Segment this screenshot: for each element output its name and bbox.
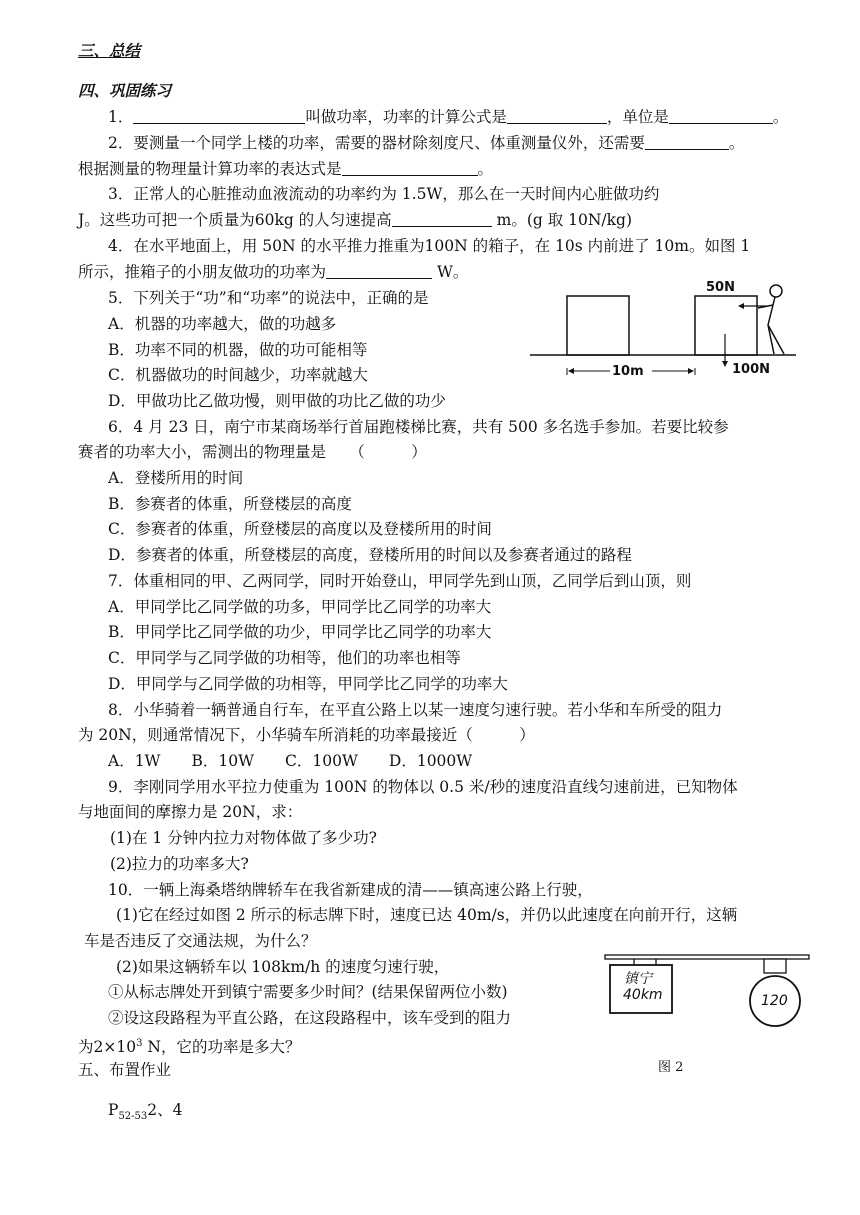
q2-blank-1[interactable] (645, 133, 729, 150)
q4-blank[interactable] (326, 262, 432, 279)
q4-text-b: W。 (436, 263, 469, 281)
section-practice-heading: 四、巩固练习 (78, 81, 172, 100)
speed-sign-hanger (764, 959, 786, 973)
q2-text-b: 。 (728, 134, 745, 152)
q6-option-a: A．登楼所用的时间 (108, 469, 244, 487)
box-end (695, 296, 757, 355)
q10-text-power: N，它的功率是多大？ (142, 1038, 301, 1057)
question-10-line-1: 10．一辆上海桑塔纳牌轿车在我省新建成的清——镇高速公路上行驶， (108, 881, 593, 899)
q10-calc-3 (78, 1033, 300, 1058)
fig1-force-label: 50N (706, 280, 735, 295)
q5-option-b: B．功率不同的机器，做的功可能相等 (108, 341, 368, 359)
q8-options: A．1W B．10W C．100W D．1000W (108, 752, 473, 770)
homework-page-range: 52-53 (118, 1111, 148, 1123)
q1-text-a: 叫做功率，功率的计算公式是 (305, 108, 507, 126)
q1-number: 1． (108, 108, 134, 126)
q7-option-b: B．甲同学比乙同学做的功少，甲同学比乙同学的功率大 (108, 623, 492, 641)
q10-sub-1-line-2: 车是否违反了交通法规，为什么？ (84, 932, 317, 950)
q7-option-a: A．甲同学比乙同学做的功多，甲同学比乙同学的功率大 (108, 598, 492, 616)
question-9-line-2: 与地面间的摩擦力是 20N，求： (78, 803, 303, 821)
q3-text-a: J。这些功可把一个质量为60kg 的人匀速提高 (78, 211, 392, 229)
q10-force-exponent: 3 (136, 1038, 143, 1049)
question-1 (108, 106, 788, 128)
fig1-distance-label: 10m (612, 364, 644, 379)
question-4-line-2 (78, 261, 468, 283)
q9-sub-2: (2)拉力的功率多大? (110, 855, 249, 873)
q7-option-c: C．甲同学与乙同学做的功相等，他们的功率也相等 (108, 649, 461, 667)
q1-blank-2[interactable] (507, 107, 607, 124)
question-4-line-1: 4．在水平地面上，用 50N 的水平推力推重为100N 的箱子，在 10s 内前进了 10m。如图 1 (108, 237, 751, 255)
q2-text-c: 根据测量的物理量计算功率的表达式是 (78, 160, 342, 178)
homework-page-prefix: P (108, 1101, 119, 1119)
q2-blank-2[interactable] (342, 159, 478, 176)
force-arrowhead (738, 303, 744, 309)
q2-text-a: 2．要测量一个同学上楼的功率，需要的器材除刻度尺、体重测量仪外，还需要 (108, 134, 645, 152)
question-9-line-1: 9．李刚同学用水平拉力使重为 100N 的物体以 0.5 米/秒的速度沿直线匀速前进，已知物体 (108, 778, 738, 796)
q1-blank-3[interactable] (669, 107, 773, 124)
q1-blank-1[interactable] (133, 107, 305, 124)
section-homework-heading: 五、布置作业 (78, 1061, 172, 1079)
homework-items: 2、4 (147, 1101, 183, 1119)
q6-option-d: D．参赛者的体重，所登楼层的高度，登楼所用的时间以及参赛者通过的路程 (108, 546, 632, 564)
q5-option-a: A．机器的功率越大，做的功越多 (108, 315, 337, 333)
dist-arrowhead-left (568, 368, 574, 374)
q10-sub-1-line-1: (1)它在经过如图 2 所示的标志牌下时，速度已达 40m/s，并仍以此速度在向前开行，这辆 (116, 906, 738, 924)
q3-text-b: m。(g 取 10N/kg) (496, 211, 633, 229)
q9-sub-1: (1)在 1 分钟内拉力对物体做了多少功? (110, 829, 377, 847)
dist-arrowhead-right (688, 368, 694, 374)
fig1-weight-label: 100N (732, 362, 771, 377)
child-pushing-figure (758, 285, 784, 354)
fig2-speed-limit-label: 120 (761, 993, 788, 1009)
question-6-line-2: 赛者的功率大小，需测出的物理量是 （ ） (78, 443, 427, 461)
q10-force-base: 2×10 (93, 1038, 137, 1057)
question-7-stem: 7．体重相同的甲、乙两同学，同时开始登山，甲同学先到山顶，乙同学后到山顶，则 (108, 572, 692, 590)
question-2-line-1 (108, 132, 744, 154)
q10-text-for: 为 (78, 1038, 94, 1057)
question-8-line-2: 为 20N，则通常情况下，小华骑车所消耗的功率最接近（ ） (78, 726, 535, 744)
question-3-line-1: 3．正常人的心脏推动血液流动的功率约为 1.5W，那么在一天时间内心脏做功约 (108, 185, 660, 203)
q4-text-a: 所示，推箱子的小朋友做功的功率为 (78, 263, 327, 281)
q5-option-d: D．甲做功比乙做功慢，则甲做的功比乙做的功少 (108, 392, 446, 410)
box-start (567, 296, 629, 355)
fig2-town-label: 镇宁 (624, 971, 652, 987)
q6-option-c: C．参赛者的体重，所登楼层的高度以及登楼所用的时间 (108, 520, 492, 538)
question-6-line-1: 6．4 月 23 日，南宁市某商场举行首届跑楼梯比赛，共有 500 多名选手参加。若要比较参 (108, 418, 729, 436)
question-5-stem: 5．下列关于“功”和“功率”的说法中，正确的是 (108, 289, 429, 307)
question-2-line-2 (78, 158, 493, 180)
q2-text-d: 。 (477, 160, 494, 178)
q5-option-c: C．机器做功的时间越少，功率就越大 (108, 366, 368, 384)
question-8-line-1: 8．小华骑着一辆普通自行车，在平直公路上以某一速度匀速行驶。若小华和车所受的阻力 (108, 701, 723, 719)
q1-text-c: 。 (772, 108, 789, 126)
q10-sub-2: (2)如果这辆轿车以 108km/h 的速度匀速行驶， (116, 958, 450, 976)
fig2-distance-label: 40km (623, 987, 663, 1003)
fig2-caption: 图 2 (658, 1060, 684, 1075)
question-3-line-2 (78, 209, 632, 231)
weight-arrowhead (722, 361, 728, 367)
q10-calc-1: ①从标志牌处开到镇宁需要多少时间？(结果保留两位小数) (108, 983, 508, 1001)
q6-option-b: B．参赛者的体重，所登楼层的高度 (108, 495, 352, 513)
section-summary-heading: 三、总结 (78, 41, 141, 60)
q3-blank[interactable] (392, 210, 492, 227)
q7-option-d: D．甲同学与乙同学做的功相等，甲同学比乙同学的功率大 (108, 675, 508, 693)
homework-assignment (108, 1099, 183, 1128)
q10-calc-2: ②设这段路程为平直公路，在这段路程中，该车受到的阻力 (108, 1009, 512, 1027)
q1-text-b: ，单位是 (606, 108, 669, 126)
